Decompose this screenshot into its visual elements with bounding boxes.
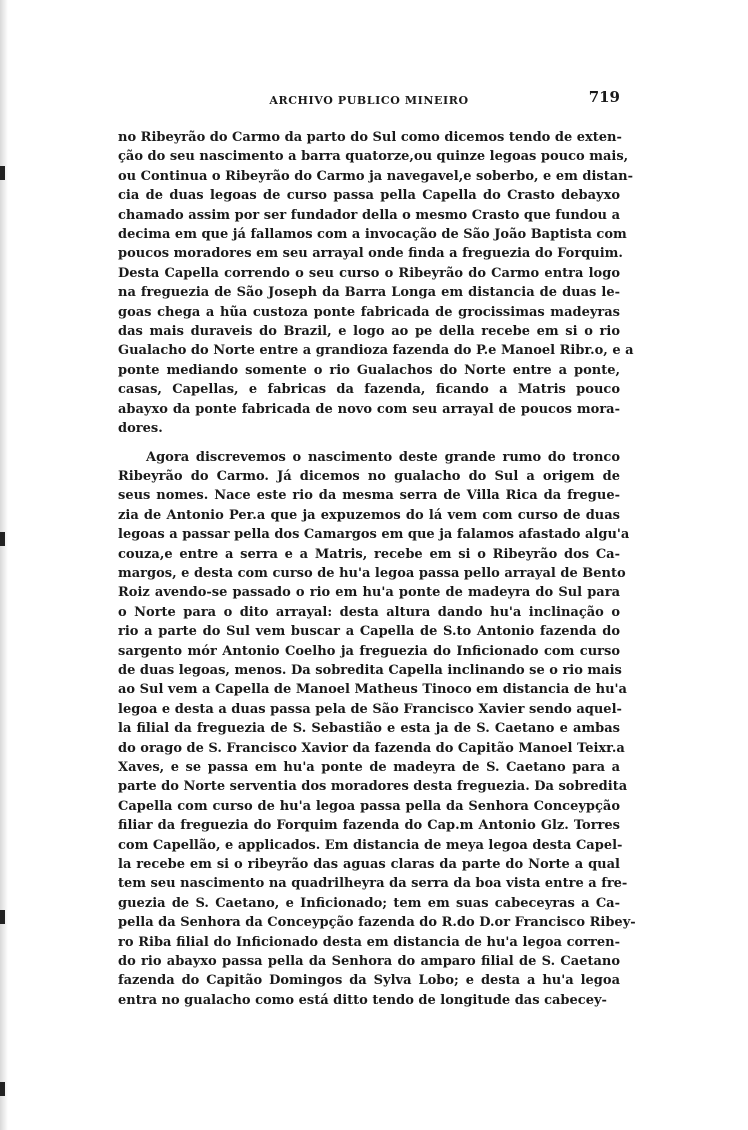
text-line: la recebe em si o ribeyrão das aguas claras da parte do Norte a qual (118, 857, 620, 873)
text-line: ao Sul vem a Capella de Manoel Matheus Tinoco em distancia de hu'a (118, 682, 627, 698)
text-line: Agora discrevemos o nascimento deste grande rumo do tronco (146, 449, 620, 465)
text-line: la filial da freguezia de S. Sebastião e esta ja de S. Caetano e ambas (118, 721, 620, 737)
text-line: poucos moradores em seu arrayal onde finda a freguezia do Forquim. (118, 246, 623, 262)
page-number: 719 (588, 88, 620, 106)
text-line: rio a parte do Sul vem buscar a Capella de S.to Antonio fazenda do (118, 624, 620, 640)
text-line: legoa e desta a duas passa pela de São Francisco Xavier sendo aquel- (118, 701, 622, 717)
text-line: Desta Capella correndo o seu curso o Ribeyrão do Carmo entra logo (118, 265, 620, 281)
text-line: sargento mór Antonio Coelho ja freguezia do Inficionado com curso (118, 643, 620, 659)
text-line: Xaves, e se passa em hu'a ponte de madeyra de S. Caetano para a (118, 760, 620, 775)
text-line: guezia de S. Caetano, e Inficionado; tem em suas cabeceyras a Ca- (118, 895, 620, 911)
text-line: ro Riba filial do Inficionado desta em distancia de hu'a legoa corren- (118, 934, 620, 950)
text-line: casas, Capellas, e fabricas da fazenda, ficando a Matris pouco (118, 382, 620, 398)
text-line: cia de duas legoas de curso passa pella Capella do Crasto debayxo (118, 188, 620, 204)
text-line: parte do Norte serventia dos moradores desta freguezia. Da sobredita (118, 779, 628, 795)
text-line: com Capellão, e applicados. Em distancia de meya legoa desta Capel- (118, 837, 623, 853)
text-line: o Norte para o dito arrayal: desta altura dando hu'a inclinação o (118, 604, 620, 620)
text-line: couza,e entre a serra e a Matris, recebe em si o Ribeyrão dos Ca- (118, 546, 620, 562)
text-line: do rio abayxo passa pella da Senhora do amparo filial de S. Caetano (118, 954, 620, 970)
text-line: de duas legoas, menos. Da sobredita Capella inclinando se o rio mais (118, 662, 622, 678)
text-line: pella da Senhora da Conceypção fazenda do R.do D.or Francisco Ribey- (118, 915, 636, 931)
text-line: tem seu nascimento na quadrilheyra da serra da boa vista entre a fre- (118, 876, 628, 892)
text-line: goas chega a hũa custoza ponte fabricada de grocissimas madeyras (118, 304, 620, 320)
text-line: do orago de S. Francisco Xavior da fazenda do Capitão Manoel Teixr.a (118, 740, 625, 756)
text-line: ponte mediando somente o rio Gualachos do Norte entre a ponte, (118, 362, 620, 378)
text-line: Gualacho do Norte entre a grandioza fazenda do P.e Manoel Ribr.o, e a (118, 343, 634, 359)
text-line: fazenda do Capitão Domingos da Sylva Lobo; e desta a hu'a legoa (118, 973, 620, 989)
margin-mark (0, 532, 5, 546)
running-head: ARCHIVO PUBLICO MINEIRO (269, 94, 469, 107)
body-text (118, 128, 636, 1010)
margin-mark (0, 910, 5, 924)
paragraph (118, 128, 634, 439)
text-line: entra no gualacho como está ditto tendo de longitude das cabecey- (118, 992, 607, 1008)
text-line: decima em que já fallamos com a invocação de São João Baptista com (118, 227, 627, 243)
text-line: zia de Antonio Per.a que ja expuzemos do lá vem com curso de duas (118, 507, 620, 523)
text-line: legoas a passar pella dos Camargos em que ja falamos afastado algu'a (118, 527, 630, 543)
paragraph (118, 448, 636, 1011)
text-line: margos, e desta com curso de hu'a legoa passa pello arrayal de Bento (118, 565, 626, 581)
margin-mark (0, 1082, 5, 1096)
text-line: das mais duraveis do Brazil, e logo ao pe della recebe em si o rio (118, 324, 620, 340)
text-line: Capella com curso de hu'a legoa passa pella da Senhora Conceypção (118, 798, 620, 814)
text-line: seus nomes. Nace este rio da mesma serra de Villa Rica da fregue- (118, 488, 620, 504)
margin-mark (0, 166, 5, 180)
text-line: ou Continua o Ribeyrão do Carmo ja navegavel,e soberbo, e em distan- (118, 168, 634, 184)
text-line: Ribeyrão do Carmo. Já dicemos no gualacho do Sul a origem de (118, 468, 620, 484)
text-line: ção do seu nascimento a barra quatorze,ou quinze legoas pouco mais, (118, 149, 629, 165)
text-line: abayxo da ponte fabricada de novo com seu arrayal de poucos mora- (118, 401, 620, 417)
text-line: filiar da freguezia do Forquim fazenda do Cap.m Antonio Glz. Torres (118, 818, 620, 834)
text-line: no Ribeyrão do Carmo da parto do Sul como dicemos tendo de exten- (118, 130, 622, 145)
text-line: Roiz avendo-se passado o rio em hu'a ponte de madeyra do Sul para (118, 585, 620, 601)
page-header (118, 88, 620, 112)
text-line: na freguezia de São Joseph da Barra Longa em distancia de duas le- (118, 285, 620, 301)
text-line: chamado assim por ser fundador della o mesmo Crasto que fundou a (118, 207, 620, 223)
text-line: dores. (118, 421, 163, 437)
